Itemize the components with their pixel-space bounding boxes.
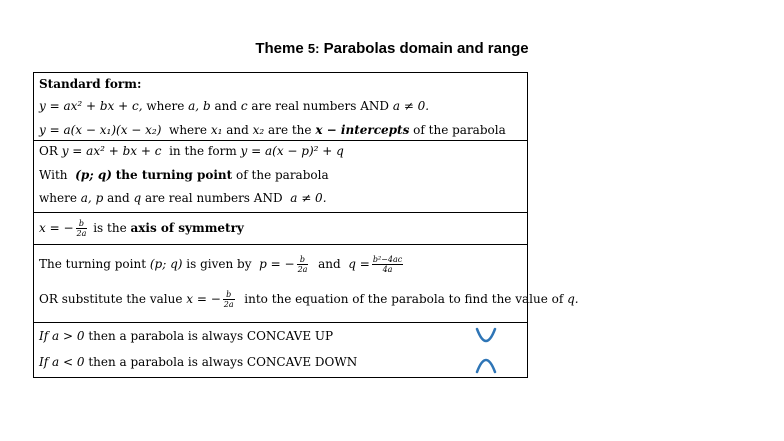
standard-form-heading: Standard form: bbox=[39, 77, 142, 91]
concavity-row bbox=[34, 323, 527, 379]
page-title bbox=[0, 40, 784, 57]
title-text: Parabolas domain and range bbox=[323, 40, 529, 57]
axis-of-symmetry: x = − $\frac{b}{2a}$ is the axis of symmetry bbox=[39, 219, 244, 238]
axis-fraction: $\frac{b}{2a}$ bbox=[76, 219, 87, 238]
turning-form-row bbox=[34, 141, 527, 213]
standard-form-row bbox=[34, 73, 527, 141]
turning-point-row bbox=[34, 245, 579, 323]
turning-point-formula: The turning point (p; q) is given by p = − $\frac{b}{2a}$ and q = $\frac{\text{b²−4ac}}{4a}$ bbox=[39, 255, 403, 274]
axis-row bbox=[34, 213, 527, 245]
concave-down-rule: If a < 0 then a parabola is always CONCAVE DOWN bbox=[39, 355, 358, 369]
theme-number: 5: bbox=[307, 41, 320, 56]
turning-form-conditions: where a, p and q are real numbers AND a ≠ 0. bbox=[39, 191, 327, 205]
concave-up-rule: If a > 0 then a parabola is always CONCAVE UP bbox=[39, 329, 334, 343]
intercept-form-equation: y = a(x − x₁)(x − x₂) where x₁ and x₂ are the x − intercepts of the parabola bbox=[39, 123, 506, 137]
concave-up-icon bbox=[474, 327, 498, 347]
concave-down-icon bbox=[474, 354, 498, 374]
parabola-table bbox=[33, 72, 579, 378]
substitute-instruction: OR substitute the value x = − $\frac{b}{2a}$ into the equation of the parabola to find the value of q. bbox=[39, 290, 579, 309]
turning-form-equation: OR y = ax² + bx + c in the form y = a(x − p)² + q bbox=[39, 144, 344, 158]
theme-label: Theme bbox=[255, 40, 304, 57]
standard-form-equation: y = ax² + bx + c, where a, b and c are real numbers AND a ≠ 0. bbox=[39, 99, 430, 113]
turning-point-definition: With (p; q) the turning point of the parabola bbox=[39, 168, 329, 182]
